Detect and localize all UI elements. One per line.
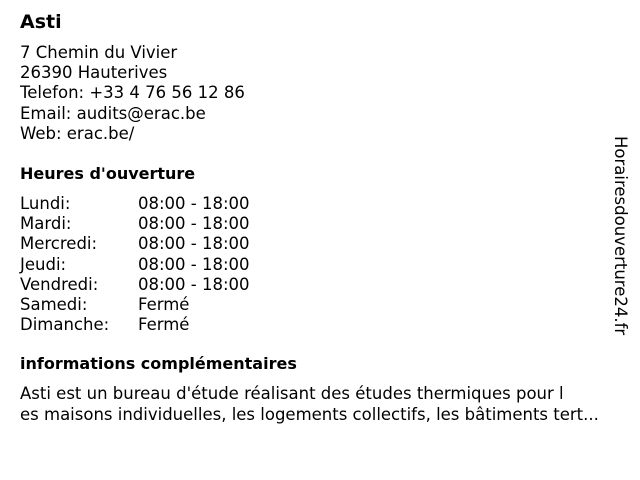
contact-block <box>20 43 245 144</box>
business-description <box>20 384 632 425</box>
street-address: 7 Chemin du Vivier <box>20 43 178 62</box>
day-label: Jeudi: <box>20 254 67 274</box>
website: Web: erac.be/ <box>20 123 135 143</box>
day-label: Mercredi: <box>20 234 98 254</box>
opening-hours-table <box>20 194 250 335</box>
day-label: Samedi: <box>20 295 88 315</box>
day-hours: 08:00 - 18:00 <box>138 274 250 294</box>
day-hours: 08:00 - 18:00 <box>138 254 250 274</box>
day-hours: 08:00 - 18:00 <box>138 194 250 213</box>
info-heading: informations complémentaires <box>20 354 297 373</box>
day-hours: Fermé <box>138 295 190 315</box>
hours-row-friday <box>20 275 250 295</box>
city-postcode: 26390 Hauterives <box>20 63 168 83</box>
phone-number: Telefon: +33 4 76 56 12 86 <box>20 83 245 103</box>
email-address: Email: audits@erac.be <box>20 103 206 123</box>
hours-heading: Heures d'ouverture <box>20 164 196 183</box>
hours-row-saturday <box>20 295 250 315</box>
hours-row-thursday <box>20 255 250 275</box>
day-label: Lundi: <box>20 194 71 213</box>
hours-row-sunday <box>20 315 250 335</box>
hours-row-tuesday <box>20 214 250 234</box>
day-label: Dimanche: <box>20 315 110 335</box>
description-line: es maisons individuelles, les logements collectifs, les bâtiments tert... <box>20 404 599 424</box>
site-watermark: Horairesdouverture24.fr <box>611 136 630 336</box>
business-name: Asti <box>20 11 62 33</box>
day-hours: Fermé <box>138 315 190 335</box>
hours-row-monday <box>20 194 250 214</box>
day-hours: 08:00 - 18:00 <box>138 234 250 254</box>
description-line: Asti est un bureau d'étude réalisant des études thermiques pour l <box>20 384 564 403</box>
day-label: Mardi: <box>20 214 72 234</box>
day-label: Vendredi: <box>20 274 99 294</box>
hours-row-wednesday <box>20 234 250 254</box>
day-hours: 08:00 - 18:00 <box>138 214 250 234</box>
